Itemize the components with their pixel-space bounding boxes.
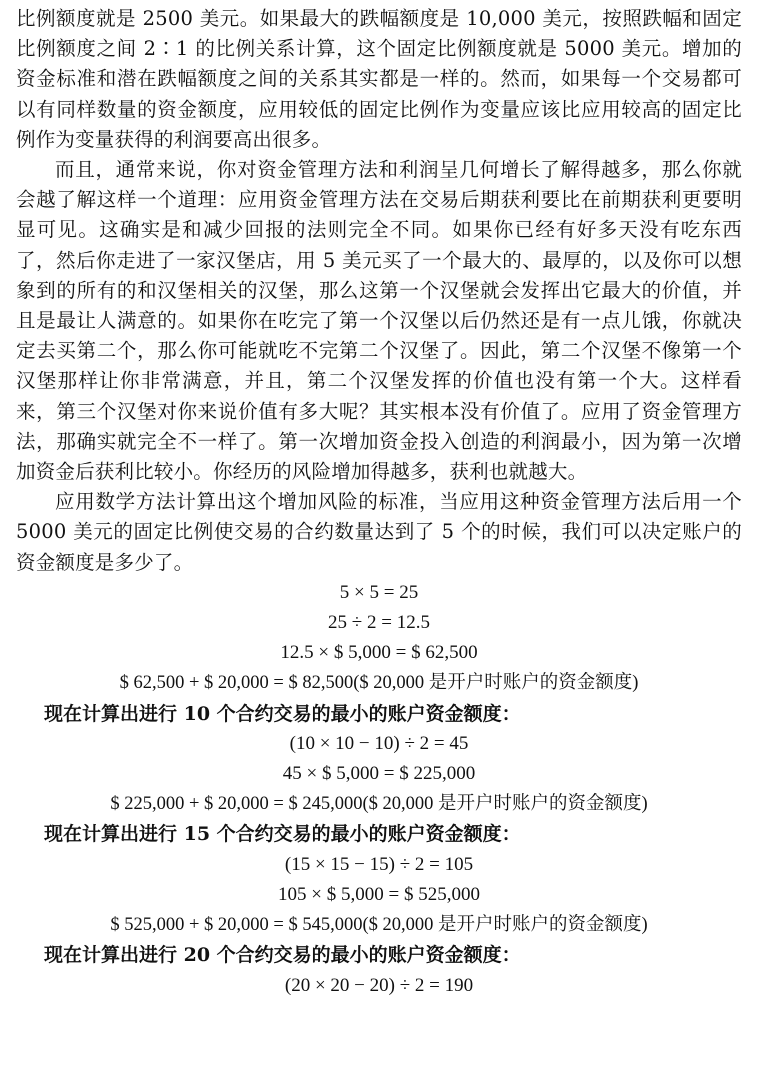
calculation-heading: 现在计算出进行 15 个合约交易的最小的账户资金额度： (44, 823, 521, 846)
formula-line: 105 × $ 5,000 = $ 525,000 (278, 883, 480, 905)
calculation-20-contracts (16, 940, 742, 1000)
document-page (16, 4, 742, 1001)
formula-line: $ 525,000 + $ 20,000 = $ 545,000($ 20,000 是开户时账户的资金额度) (110, 915, 648, 936)
paragraph-3: 应用数学方法计算出这个增加风险的标准，当应用这种资金管理方法后用一个 5000 美元的固定比例使交易的合约数量达到了 5 个的时候，我们可以决定账户的资金额度是多少了。 (16, 490, 742, 574)
paragraph-1: 比例额度就是 2500 美元。如果最大的跌幅额度是 10,000 美元，按照跌幅和固定比例额度之间 2∶1 的比例关系计算，这个固定比例额度就是 5000 美元。增加的资金标准和潜在跌幅额度之间的关系其实都是一样的。然而，如果每一个交易都可以有同样数量的资金额度，应用较低的固定比例作为变量应该比应用较高的固定比例作为变量获得的利润要高出很多。 (16, 7, 742, 151)
formula-line: (10 × 10 − 10) ÷ 2 = 45 (289, 732, 469, 754)
calculation-5-contracts (16, 578, 742, 699)
formula-line: 12.5 × $ 5,000 = $ 62,500 (280, 642, 478, 664)
calculation-heading: 现在计算出进行 10 个合约交易的最小的账户资金额度： (44, 702, 521, 725)
formula-line: $ 225,000 + $ 20,000 = $ 245,000($ 20,000 是开户时账户的资金额度) (110, 794, 648, 815)
formula-line: $ 62,500 + $ 20,000 = $ 82,500($ 20,000 是开户时账户的资金额度) (119, 673, 639, 694)
formula-line: 25 ÷ 2 = 12.5 (328, 612, 430, 634)
formula-line: 5 × 5 = 25 (339, 581, 419, 603)
calculation-10-contracts (16, 699, 742, 820)
formula-line: (15 × 15 − 15) ÷ 2 = 105 (284, 853, 474, 875)
calculation-heading: 现在计算出进行 20 个合约交易的最小的账户资金额度： (44, 944, 521, 967)
calculation-15-contracts (16, 819, 742, 940)
paragraph-2: 而且，通常来说，你对资金管理方法和利润呈几何增长了解得越多，那么你就会越了解这样一个道理：应用资金管理方法在交易后期获利要比在前期获利更要明显可见。这确实是和减少回报的法则完全不同。如果你已经有好多天没有吃东西了，然后你走进了一家汉堡店，用 5 美元买了一个最大的、最厚的，以及你可以想象到的所有的和汉堡相关的汉堡，那么这第一个汉堡就会发挥出它最大的价值，并且是最让人满意的。如果你在吃完了第一个汉堡以后仍然还是有一点儿饿，你就决定去买第二个，那么你可能就吃不完第二个汉堡了。因此，第二个汉堡不像第一个汉堡那样让你非常满意，并且，第二个汉堡发挥的价值也没有第一个大。这样看来，第三个汉堡对你来说价值有多大呢？其实根本没有价值了。应用了资金管理方法，那确实就完全不一样了。第一次增加资金投入创造的利润最小，因为第一次增加资金后获利比较小。你经历的风险增加得越多，获利也就越大。 (16, 158, 742, 484)
formula-line: (20 × 20 − 20) ÷ 2 = 190 (284, 974, 474, 996)
formula-line: 45 × $ 5,000 = $ 225,000 (282, 763, 476, 785)
